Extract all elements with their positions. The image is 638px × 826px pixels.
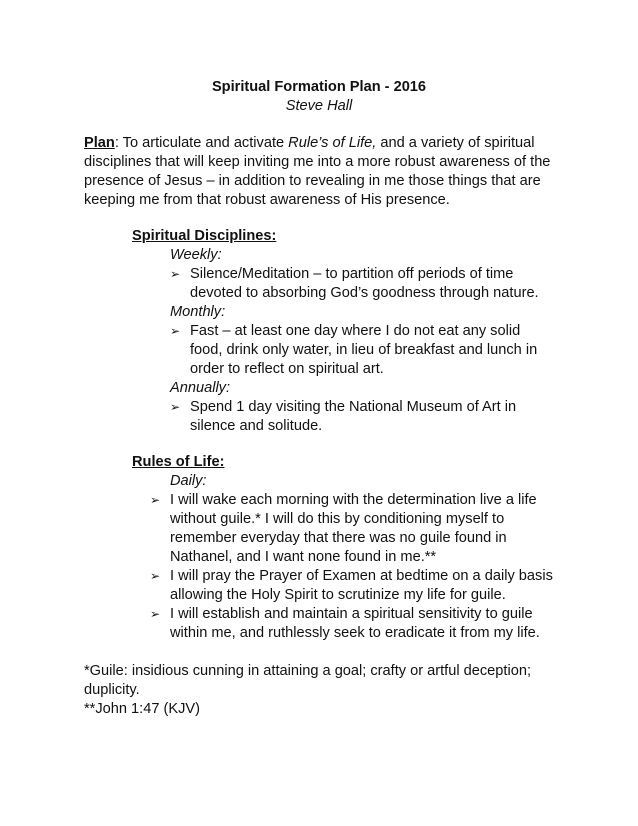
arrowhead-bullet-icon: ➢ — [150, 607, 161, 621]
document-author: Steve Hall — [285, 98, 353, 114]
footnote-guile: *Guile: insidious cunning in attaining a goal; crafty or artful deception; duplicity. — [84, 663, 531, 698]
plan-label: Plan — [84, 135, 115, 151]
list-item-text: I will pray the Prayer of Examen at bedtime on a daily basis allowing the Holy Spirit to scrutinize my life for guile. — [170, 568, 553, 603]
list-item — [170, 322, 554, 379]
arrowhead-bullet-icon: ➢ — [170, 324, 181, 338]
plan-text-before: : To articulate and activate — [114, 135, 289, 151]
plan-text-after: and a variety of spiritual disciplines that will keep inviting me into a more robust awareness of the presence of Jesus – in addition to revealing in me those things that are keeping me from that robust awareness of His presence. — [84, 135, 551, 208]
plan-text-emphasis: Rule’s of Life, — [288, 135, 377, 151]
spiritual-disciplines-section — [84, 227, 554, 436]
daily-rules-list — [132, 491, 554, 643]
document-title: Spiritual Formation Plan - 2016 — [211, 79, 427, 95]
list-item — [170, 265, 554, 303]
plan-paragraph — [84, 134, 554, 210]
monthly-list — [132, 322, 554, 379]
arrowhead-bullet-icon: ➢ — [170, 267, 181, 281]
rules-of-life-section — [84, 453, 554, 643]
arrowhead-bullet-icon: ➢ — [170, 400, 181, 414]
plan-text — [84, 134, 554, 210]
arrowhead-bullet-icon: ➢ — [150, 493, 161, 507]
list-item — [170, 398, 554, 436]
weekly-list — [132, 265, 554, 303]
list-item-text: Spend 1 day visiting the National Museum of Art in silence and solitude. — [190, 399, 517, 434]
footnote-reference: **John 1:47 (KJV) — [84, 701, 201, 717]
arrowhead-bullet-icon: ➢ — [150, 569, 161, 583]
document-page — [84, 78, 554, 719]
footnotes — [84, 662, 554, 719]
list-item-text: Fast – at least one day where I do not eat any solid food, drink only water, in lieu of breakfast and lunch in order to reflect on spiritual art. — [190, 323, 538, 377]
period-daily: Daily: — [170, 473, 207, 489]
list-item-text: I will establish and maintain a spiritual sensitivity to guile within me, and ruthlessly seek to eradicate it from my life. — [170, 606, 540, 641]
list-item-text: I will wake each morning with the determination live a life without guile.* I will do this by conditioning myself to remember everyday that there was no guile found in Nathanel, and I want none found in me.** — [170, 492, 537, 565]
spiritual-disciplines-heading: Spiritual Disciplines: — [132, 228, 277, 244]
rules-of-life-heading: Rules of Life: — [132, 454, 225, 470]
annually-list — [132, 398, 554, 436]
list-item — [150, 605, 554, 643]
list-item-text: Silence/Meditation – to partition off periods of time devoted to absorbing God’s goodness through nature. — [190, 266, 539, 301]
list-item — [150, 491, 554, 567]
period-weekly: Weekly: — [170, 247, 222, 263]
period-annually: Annually: — [170, 380, 231, 396]
period-monthly: Monthly: — [170, 304, 226, 320]
list-item — [150, 567, 554, 605]
